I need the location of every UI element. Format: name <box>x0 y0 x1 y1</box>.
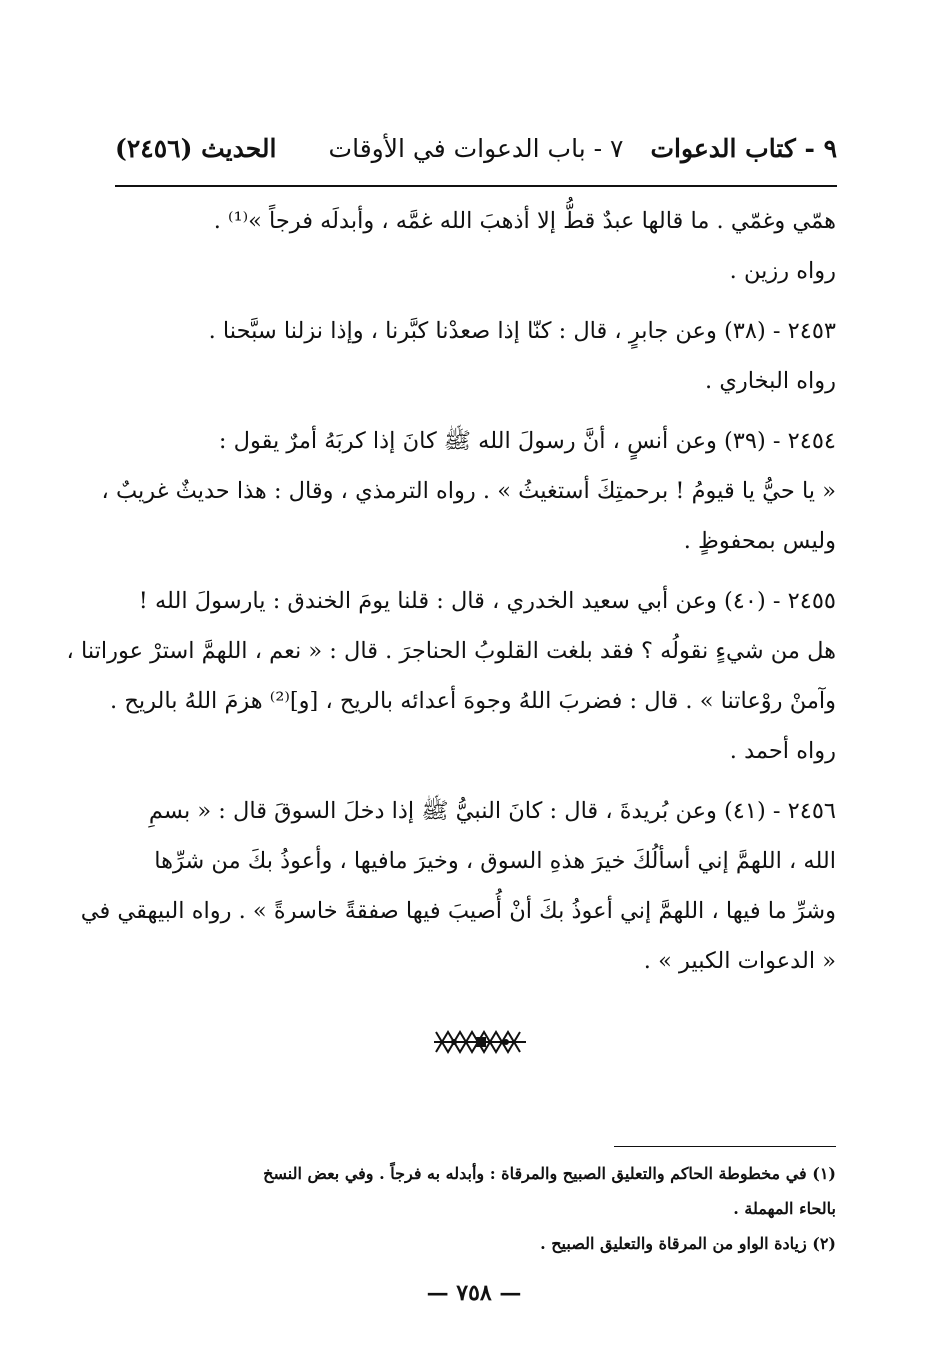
hadith-2453 <box>118 306 836 406</box>
footnote-line: بالحاء المهملة . <box>733 1199 836 1218</box>
text-line: وشرِّ ما فيها ، اللهمَّ إني أعوذُ بكَ أنْ أُصيبَ فيها صفقةً خاسرةً » . رواه البيهقي في <box>80 898 836 924</box>
footnote-rule <box>614 1146 836 1147</box>
section-title: ٧ - باب الدعوات في الأوقات <box>328 134 624 163</box>
main-text <box>66 196 836 986</box>
header-rule <box>115 185 837 187</box>
text-line: وليس بمحفوظٍ . <box>683 528 836 554</box>
text-line: همّي وغمّي . ما قالها عبدٌ قطُّ إلا أذهبَ الله غمَّه ، وأبدلَه فرجاً »⁽¹⁾ . <box>213 208 836 234</box>
text-line: ٢٤٥٥ - (٤٠) وعن أبي سعيد الخدري ، قال : قلنا يومَ الخندق : يارسولَ الله ! <box>138 588 836 614</box>
text-line: رواه رزين . <box>729 258 836 284</box>
paragraph-continuation <box>118 196 836 296</box>
text-line: ٢٤٥٣ - (٣٨) وعن جابرٍ ، قال : كنّا إذا صعدْنا كبَّرنا ، وإذا نزلنا سبَّحنا . <box>208 318 836 344</box>
hadith-2454 <box>101 416 836 566</box>
footnote-line: (٢) زيادة الواو من المرقاة والتعليق الصبيح . <box>540 1234 836 1253</box>
hadith-2455 <box>66 576 836 776</box>
text-line: رواه البخاري . <box>705 368 836 394</box>
footnote-line: (١) في مخطوطة الحاكم والتعليق الصبيح والمرقاة : وأبدله به فرجاً . وفي بعض النسخ <box>263 1164 836 1183</box>
text-line: ٢٤٥٦ - (٤١) وعن بُريدةَ ، قال : كانَ النبيُّ ﷺ إذا دخلَ السوقَ قال : « بسمِ <box>148 798 836 824</box>
page-number: — ٧٥٨ — <box>426 1280 522 1306</box>
text-line: وآمنْ روْعاتنا » . قال : فضربَ اللهُ وجوهَ أعدائه بالريح ، [و]⁽²⁾ هزمَ اللهُ بالريح . <box>110 688 836 714</box>
text-line: « الدعوات الكبير » . <box>643 948 836 974</box>
running-header <box>115 128 837 176</box>
text-line: هل من شيءٍ نقولُه ؟ فقد بلغت القلوبُ الحناجرَ . قال : « نعم ، اللهمَّ استرْ عوراتنا ، <box>66 638 836 664</box>
hadith-2456 <box>80 786 836 986</box>
footnotes <box>118 1156 836 1261</box>
text-line: ٢٤٥٤ - (٣٩) وعن أنسٍ ، أنَّ رسولَ الله ﷺ كانَ إذا كربَهُ أمرٌ يقول : <box>218 428 836 454</box>
decorative-ornament-icon <box>432 1024 528 1060</box>
hadith-range: الحديث (٢٤٥٦) <box>115 134 277 163</box>
text-line: الله ، اللهمَّ إني أسألُكَ خيرَ هذهِ السوق ، وخيرَ مافيها ، وأعوذُ بكَ من شرِّها <box>154 848 836 874</box>
chapter-title: ٩ - كتاب الدعوات <box>650 134 837 163</box>
text-line: « يا حيُّ يا قيومُ ! برحمتِكَ أستغيثُ » . رواه الترمذي ، وقال : هذا حديثٌ غريبٌ ، <box>101 478 836 504</box>
text-line: رواه أحمد . <box>729 738 836 764</box>
